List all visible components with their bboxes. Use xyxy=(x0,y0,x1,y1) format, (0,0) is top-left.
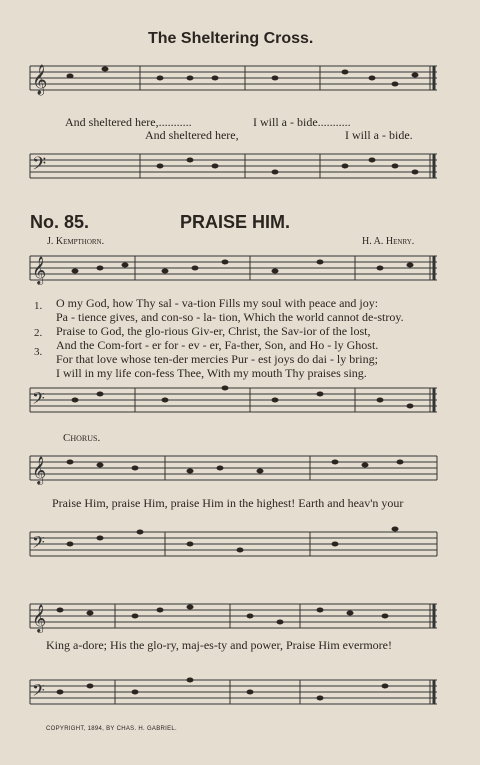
verse-num-1: 1. xyxy=(34,300,43,312)
verse-line: Pa - tience gives, and con-so - la- tion, Which the world cannot de-stroy. xyxy=(56,310,404,324)
copyright: COPYRIGHT, 1894, BY CHAS. H. GABRIEL. xyxy=(46,726,178,732)
chorus-label: Chorus. xyxy=(63,432,101,444)
hymn-title: PRAISE HIM. xyxy=(180,212,291,232)
svg-text:𝄞: 𝄞 xyxy=(32,65,48,94)
verse-line: And the Com-fort - er for - ev - er, Fa-ther, Son, and Ho - ly Ghost. xyxy=(56,338,379,352)
chorus-lyric-2: King a-dore; His the glo-ry, maj-es-ty and power, Praise Him evermore! xyxy=(46,638,392,652)
chorus-treble-staff-1 xyxy=(0,448,480,493)
top-lyric-2b: I will a - bide. xyxy=(345,128,413,142)
top-bass-staff xyxy=(0,146,480,206)
verse-line: O my God, how Thy sal - va-tion Fills my soul with peace and joy: xyxy=(56,296,379,310)
composer-left: J. Kempthorn. xyxy=(47,236,105,247)
chorus-bass-staff-1 xyxy=(0,520,480,570)
svg-text:𝄢: 𝄢 xyxy=(32,534,45,556)
top-lyric-2a: And sheltered here, xyxy=(145,128,239,142)
hymn-bass-staff xyxy=(0,380,480,425)
composer-right: H. A. Henry. xyxy=(362,236,415,247)
svg-text:𝄢: 𝄢 xyxy=(32,682,45,704)
verse-num-3: 3. xyxy=(34,346,43,358)
svg-text:𝄞: 𝄞 xyxy=(32,606,47,632)
verse-line: I will in my life con-fess Thee, With my mouth Thy praises sing. xyxy=(56,366,367,380)
svg-text:𝄢: 𝄢 xyxy=(32,153,47,178)
verse-line: For that love whose ten-der mercies Pur - est joys do dai - ly bring; xyxy=(56,352,378,366)
chorus-treble-staff-2 xyxy=(0,594,480,644)
verse-line: Praise to God, the glo-rious Giv-er, Christ, the Sav-ior of the lost, xyxy=(56,324,371,338)
chorus-bass-staff-2 xyxy=(0,670,480,720)
chorus-lyric-1: Praise Him, praise Him, praise Him in the highest! Earth and heav'n your xyxy=(52,496,404,510)
verse-num-2: 2. xyxy=(34,327,43,339)
svg-text:𝄞: 𝄞 xyxy=(32,458,47,484)
svg-text:𝄢: 𝄢 xyxy=(32,390,45,412)
top-lyric-1a: And sheltered here,........... xyxy=(65,115,192,129)
hymn-number: No. 85. xyxy=(30,212,90,232)
song-title: The Sheltering Cross. xyxy=(148,30,314,47)
top-lyric-1b: I will a - bide........... xyxy=(253,115,351,129)
hymn-treble-staff xyxy=(0,248,480,293)
svg-text:𝄞: 𝄞 xyxy=(32,258,47,284)
